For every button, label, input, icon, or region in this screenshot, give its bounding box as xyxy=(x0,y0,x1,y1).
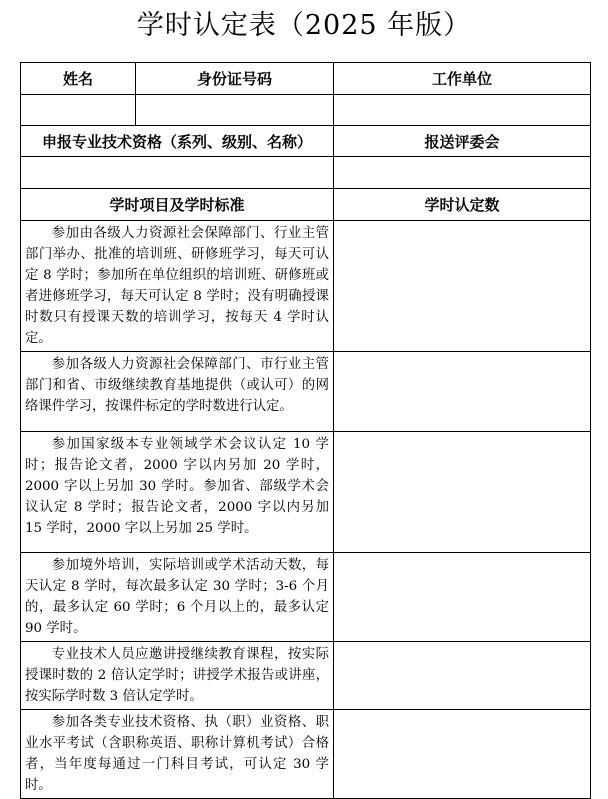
item-academic-conference: 参加国家级本专业领域学术会议认定 10 学时；报告论文者，2000 字以内另加 20 学时，2000 字以上另加 30 学时。参加省、部级学术会议认定 8 学时；报告论文者，2000 字以内另加 15 学时，2000 字以上另加 25 学时。 xyxy=(21,432,334,553)
hours-field-3[interactable] xyxy=(334,432,591,553)
name-field[interactable] xyxy=(21,95,136,126)
hours-field-2[interactable] xyxy=(334,352,591,432)
review-committee-field[interactable] xyxy=(334,157,591,189)
work-unit-field[interactable] xyxy=(334,95,591,126)
page-title: 学时认定表（2025 年版） xyxy=(136,10,472,41)
item-online-courseware: 参加各级人力资源社会保障部门、市行业主管部门和省、市级继续教育基地提供（或认可）的网络课件学习，按课件标定的学时数进行认定。 xyxy=(21,352,334,432)
hours-field-1[interactable] xyxy=(334,221,591,352)
hours-field-4[interactable] xyxy=(334,553,591,642)
item-training-course: 参加由各级人力资源社会保障部门、行业主管部门举办、批准的培训班、研修班学习，每天可认定 8 学时；参加所在单位组织的培训班、研修班或者进修班学习，每天可认定 8 学时；没有明确授课时数只有授课天数的培训学习，按每天 4 学时认定。 xyxy=(21,221,334,352)
header-qualification: 申报专业技术资格（系列、级别、名称） xyxy=(21,126,334,157)
hours-recognition-table xyxy=(20,62,591,799)
hours-field-6[interactable] xyxy=(334,710,591,799)
header-id-number: 身份证号码 xyxy=(136,63,334,95)
hours-field-5[interactable] xyxy=(334,642,591,710)
header-items-standard: 学时项目及学时标准 xyxy=(21,189,334,221)
item-lecturing: 专业技术人员应邀讲授继续教育课程，按实际授课时数的 2 倍认定学时；讲授学术报告或讲座，按实际学时数 3 倍认定学时。 xyxy=(21,642,334,710)
header-work-unit: 工作单位 xyxy=(334,63,591,95)
item-overseas-training: 参加境外培训，实际培训或学术活动天数，每天认定 8 学时，每次最多认定 30 学时；3-6 个月的，最多认定 60 学时；6 个月以上的，最多认定 90 学时。 xyxy=(21,553,334,642)
id-number-field[interactable] xyxy=(136,95,334,126)
qualification-field[interactable] xyxy=(21,157,334,189)
header-review-committee: 报送评委会 xyxy=(334,126,591,157)
header-hours-recognized: 学时认定数 xyxy=(334,189,591,221)
item-qualification-exam: 参加各类专业技术资格、执（职）业资格、职业水平考试（含职称英语、职称计算机考试）合格者，当年度每通过一门科目考试，可认定 30 学时。 xyxy=(21,710,334,799)
header-name: 姓名 xyxy=(21,63,136,95)
